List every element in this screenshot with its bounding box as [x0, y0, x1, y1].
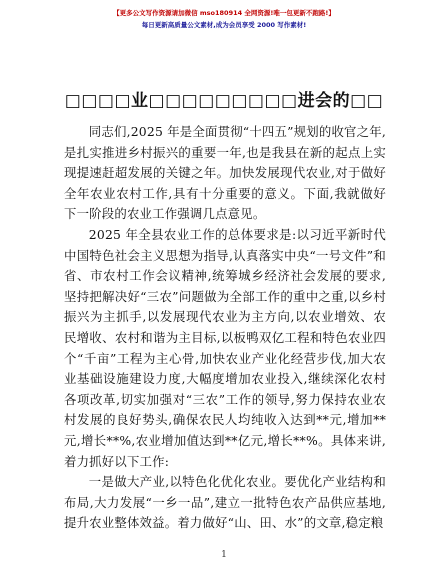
paragraph-point-one: 一是做大产业,以特色化优化农业。要优化产业结构和布局,大力发展“一乡一品”,建立一批特色农产品供应基地,提升农业整体效益。着力做好“山、田、水”的文章,稳定粮: [64, 474, 386, 531]
page-number: 1: [221, 550, 227, 560]
document-title: □□□□业□□□□□□□□□进会的□□: [64, 91, 384, 111]
promo-header-line-2: 每日更新高质量公文素材,成为会员享受 2000 写作素材!: [141, 21, 307, 29]
promo-header-line-1: 【更多公文写作资源请加微信 mso180914 全网资源!唯一包更新不跑路!】: [113, 9, 335, 17]
paragraph-requirements: 2025 年全县农业工作的总体要求是:以习近平新时代中国特色社会主义思想为指导,认真落实中央“一号文件”和省、市农村工作会议精神,统筹城乡经济社会发展的要求,坚持把解决好“三农”问题做为全部工作的重中之重,以乡村振兴为主抓手,以发展现代农业为主方向,以农业增效、农民增收、农村和谐为主目标,以板鸭双亿工程和特色农业四个“千亩”工程为主心骨,加快农业产业化经营步伐,加大农业基础设施建设力度,大幅度增加农业投入,继续深化农村各项改革,切实加强对“三农”工作的领导,努力保持农业农村发展的良好势头,确保农民人均纯收入达到**元,增加**元,增长**%,农业增加值达到**亿元,增长**%。具体来讲,着力抓好以下工作:: [64, 226, 386, 469]
document-body: [64, 122, 386, 534]
paragraph-intro: 同志们,2025 年是全面贯彻“十四五”规划的收官之年,是扎实推进乡村振兴的重要一年,也是我县在新的起点上实现提速赶超发展的关键之年。加快发展现代农业,对于做好全年农业农村工作,具有十分重要的意义。下面,我就做好下一阶段的农业工作强调几点意见。: [64, 124, 386, 222]
